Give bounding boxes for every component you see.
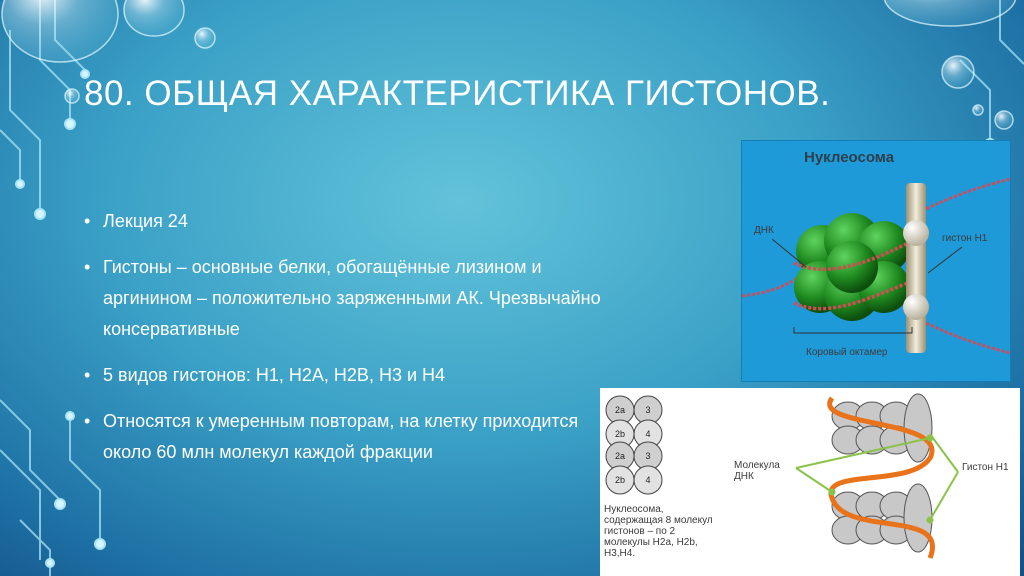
dna-molecule-label: Молекула ДНК (734, 460, 780, 482)
histone-scheme-figure (600, 388, 1020, 576)
nucleosome-title: Нуклеосома (804, 149, 895, 166)
histone-circle-label: 4 (645, 429, 651, 439)
bullet-item (84, 206, 624, 237)
slide-title: 80. ОБЩАЯ ХАРАКТЕРИСТИКА ГИСТОНОВ. (84, 74, 831, 113)
core-octamer-label: Коровый октамер (806, 347, 888, 358)
bullet-item (84, 252, 624, 345)
histone-circle-label: 4 (645, 475, 651, 485)
bullet-dot: • (84, 365, 91, 385)
histone-circle-label: 2a (614, 451, 626, 461)
scheme-caption: Нуклеосома, содержащая 8 молекул гистонов – по 2 молекулы H2a, H2b, H3,H4. (604, 504, 713, 559)
bullet-list (84, 206, 624, 483)
bullet-text: Гистоны – основные белки, обогащённые лизином и аргинином – положительно заряженными АК. Чрезвычайно консервативные (103, 257, 601, 339)
nucleosome-illustration (742, 141, 1010, 381)
histone-circle-label: 3 (645, 451, 651, 461)
bullet-item (84, 406, 624, 468)
bullet-item (84, 360, 624, 391)
histone-circle-label: 3 (645, 405, 651, 415)
bullet-text: Относятся к умеренным повторам, на клетку приходится около 60 млн молекул каждой фракции (103, 411, 579, 462)
histone-h1-label: гистон Н1 (942, 233, 988, 244)
bullet-dot: • (84, 411, 91, 431)
histone-h1-scheme-label: Гистон Н1 (962, 462, 1009, 473)
bullet-text: Лекция 24 (103, 211, 188, 231)
bullet-text: 5 видов гистонов: H1, H2A, H2B, H3 и H4 (103, 365, 446, 385)
nucleosome-figure (741, 140, 1011, 382)
histone-circle-label: 2a (614, 405, 626, 415)
dna-label: ДНК (754, 225, 774, 236)
bullet-dot: • (84, 257, 91, 277)
histone-circle-label: 2b (614, 429, 626, 439)
bullet-dot: • (84, 211, 91, 231)
histone-circle-label: 2b (614, 475, 626, 485)
